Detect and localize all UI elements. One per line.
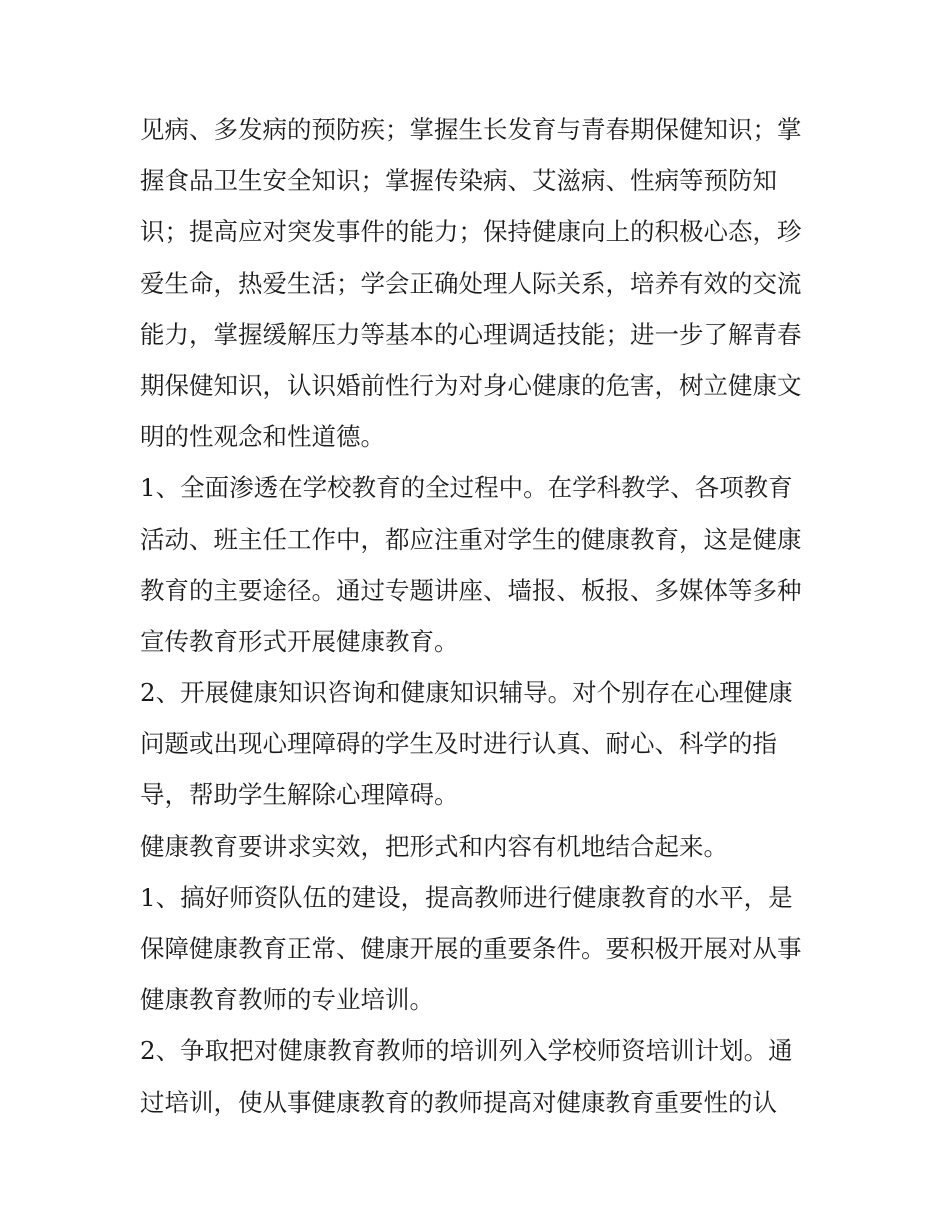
paragraph-effectiveness [140,821,815,872]
text-line: 导，帮助学生解除心理障碍。 [140,780,459,810]
text-line: 1、全面渗透在学校教育的全过程中。在学科教学、各项教育 [140,473,793,503]
text-line: 2、开展健康知识咨询和健康知识辅导。对个别存在心理健康 [140,678,793,708]
text-line: 见病、多发病的预防疾；掌握生长发育与青春期保健知识；掌 [140,115,802,144]
document-body [140,104,815,1128]
text-line: 健康教育教师的专业培训。 [140,985,434,1015]
text-line: 明的性观念和性道德。 [140,422,385,452]
paragraph-item-1-teacher-team [140,872,815,1026]
text-line: 活动、班主任工作中，都应注重对学生的健康教育，这是健康 [140,524,802,554]
text-line: 2、争取把对健康教育教师的培训列入学校师资培训计划。通 [140,1036,793,1066]
text-line: 保障健康教育正常、健康开展的重要条件。要积极开展对从事 [140,934,802,963]
paragraph-item-2-training-plan [140,1025,815,1127]
text-line: 识；提高应对突发事件的能力；保持健康向上的积极心态，珍 [140,217,802,247]
text-line: 教育的主要途径。通过专题讲座、墙报、板报、多媒体等多种 [140,575,802,605]
text-line: 健康教育要讲求实效，把形式和内容有机地结合起来。 [140,831,728,861]
paragraph-item-1-school-education [140,462,815,667]
text-line: 爱生命，热爱生活；学会正确处理人际关系，培养有效的交流 [140,268,802,298]
text-line: 问题或出现心理障碍的学生及时进行认真、耐心、科学的指 [140,729,777,759]
paragraph-item-2-counseling [140,667,815,821]
text-line: 过培训，使从事健康教育的教师提高对健康教育重要性的认 [140,1087,777,1117]
text-line: 能力，掌握缓解压力等基本的心理调适技能；进一步了解青春 [140,319,802,349]
text-line: 握食品卫生安全知识；掌握传染病、艾滋病、性病等预防知 [140,166,777,196]
text-line: 1、搞好师资队伍的建设，提高教师进行健康教育的水平，是 [140,882,793,912]
text-line: 宣传教育形式开展健康教育。 [140,626,459,656]
text-line: 期保健知识，认识婚前性行为对身心健康的危害，树立健康文 [140,370,802,400]
paragraph-prevention-knowledge [140,104,815,462]
